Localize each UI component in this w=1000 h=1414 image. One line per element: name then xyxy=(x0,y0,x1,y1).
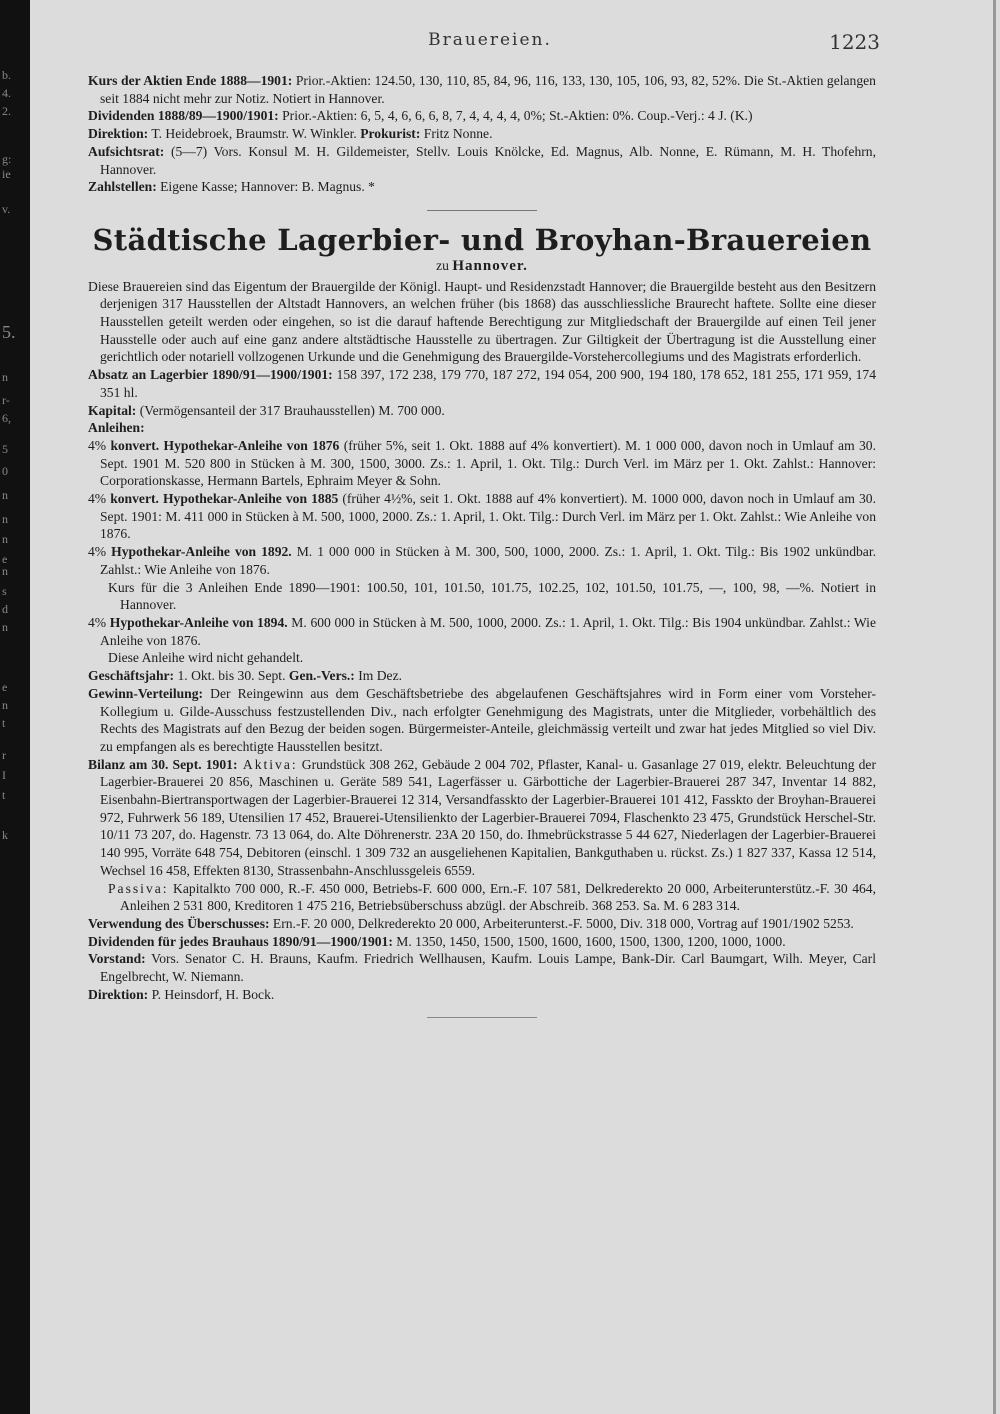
margin-fragment: v. xyxy=(2,202,11,216)
entry-geschaeftsjahr xyxy=(88,667,876,685)
margin-fragment: n xyxy=(2,532,8,546)
section-divider xyxy=(427,210,537,211)
margin-fragment: b. xyxy=(2,68,11,82)
loan-kurs-note: Kurs für die 3 Anleihen Ende 1890—1901: 100.50, 101, 101.50, 101.75, 102.25, 102, 101.50, 101.75, —, 100, 98, —%. Notiert in Hannover. xyxy=(108,579,876,613)
margin-fragment: 2. xyxy=(2,104,11,118)
entry-text: Im Dez. xyxy=(354,668,403,684)
entry-text: (5—7) Vors. Konsul M. H. Gildemeister, Stellv. Louis Knölcke, Ed. Magnus, Alb. Nonne, E. Rümann, M. H. Thofehrn, Hannover. xyxy=(100,143,876,177)
entry-aufsichtsrat xyxy=(88,143,876,178)
entry-kurs xyxy=(88,72,876,107)
company-intro: Diese Brauereien sind das Eigentum der Brauergilde der Königl. Haupt- und Residenzstadt Hannover; die Brauergilde besteht aus den Besitzern derjenigen 317 Hausstellen der Altstadt Hannovers, an welchen früher (bis 1868) das ausschliessliche Braurecht haftete. Sollte eine dieser Hausstellen geteilt werden oder eingehen, so ist die darauf haftende Berechtigung zur Mitgliedschaft der Brauergilde auf einen Teil jener Hausstelle oder auch auf eine ganz andere altstädtische Hausstelle zu übertragen. Zur Giltigkeit der Übertragung ist die Ausstellung einer gerichtlich oder notariell vollzogenen Urkunde und die Genehmigung des Brauergilde-Vorstehercollegiums und des Magistrats erforderlich. xyxy=(88,278,876,365)
loan-1885 xyxy=(88,490,876,543)
entry-passiva xyxy=(88,880,876,915)
page-edge xyxy=(993,0,996,1414)
entry-text: 1. Okt. bis 30. Sept. xyxy=(174,668,289,684)
entry-text: 158 397, 172 238, 179 770, 187 272, 194 054, 200 900, 194 180, 178 652, 181 255, 171 959, 174 351 hl. xyxy=(100,367,876,400)
margin-fragment: n xyxy=(2,620,8,634)
loan-label: Hypothekar-Anleihe von 1892. xyxy=(111,544,292,560)
entry-label: Prokurist: xyxy=(360,126,421,142)
company-subtitle xyxy=(88,257,876,276)
margin-fragment: I xyxy=(2,768,6,782)
entry-dividenden-brauhaus xyxy=(88,933,876,951)
entry-label: Dividenden 1888/89—1900/1901: xyxy=(88,108,279,124)
entry-vorstand xyxy=(88,950,876,985)
entry-label: Gen.-Vers.: xyxy=(288,668,355,684)
entry-label: Direktion: xyxy=(88,986,149,1002)
margin-fragment: n xyxy=(2,488,8,502)
entry-label: Direktion: xyxy=(88,126,149,142)
entry-dividenden xyxy=(88,107,876,125)
entry-label: Dividenden für jedes Brauhaus 1890/91—1900/1901: xyxy=(88,933,393,949)
margin-fragment: r xyxy=(2,748,6,762)
entry-text: M. 1350, 1450, 1500, 1500, 1600, 1600, 1500, 1300, 1200, 1000, 1000. xyxy=(392,933,786,949)
entry-text: T. Heidebroek, Braumstr. W. Winkler. xyxy=(148,126,357,142)
loan-rate: 4% xyxy=(88,614,110,630)
entry-text: Prior.-Aktien: 124.50, 130, 110, 85, 84, 96, 116, 133, 130, 105, 106, 93, 82, 52%. Die St.-Aktien gelangen seit 1884 nicht mehr zur Notiz. Notiert in Hannover. xyxy=(100,73,876,106)
page-content xyxy=(88,72,876,1018)
loan-label: konvert. Hypothekar-Anleihe von 1885 xyxy=(110,491,339,507)
aktiva-label: Aktiva: xyxy=(237,756,298,772)
margin-fragment: 5. xyxy=(2,322,16,342)
entry-label: Aufsichtsrat: xyxy=(88,143,165,159)
margin-fragment: n xyxy=(2,370,8,384)
margin-fragment: s xyxy=(2,584,7,598)
entry-bilanz xyxy=(88,756,876,880)
margin-fragment: n xyxy=(2,698,8,712)
loan-1876 xyxy=(88,437,876,490)
margin-fragment: r- xyxy=(2,393,10,407)
margin-fragment: n xyxy=(2,564,8,578)
entry-direktion-2 xyxy=(88,986,876,1004)
loan-text: M. 600 000 in Stücken à M. 500, 1000, 2000. Zs.: 1. April, 1. Okt. Tilg.: Bis 1904 unkündbar. Zahlst.: Wie Anleihe von 1876. xyxy=(100,614,876,648)
entry-label: Kurs der Aktien Ende 1888—1901: xyxy=(88,73,293,88)
loan-label: Hypothekar-Anleihe von 1894. xyxy=(109,614,288,630)
loan-rate: 4% xyxy=(88,437,111,453)
entry-text: Der Reingewinn aus dem Geschäftsbetriebe des abgelaufenen Geschäftsjahres wird in Form einer vom Vorsteher-Kollegium u. Gilde-Ausschuss festzustellenden Div., nach erfolgter Genehmigung des Magistrats, unter die Mitglieder, vorbehältlich des Rechts des Magistrats auf den Bezug der beiden sogen. Bürgermeister-Anteile, gleichmässig verteilt und zwar hat jedes Mitglied so viel Div. zu empfangen als es berechtigte Hausstellen besitzt. xyxy=(100,685,876,754)
entry-label: Anleihen: xyxy=(88,420,145,436)
margin-fragment: t xyxy=(2,788,6,802)
running-head: Brauereien. xyxy=(428,30,552,50)
entry-text: Grundstück 308 262, Gebäude 2 004 702, Pflaster, Kanal- u. Gasanlage 27 019, elektr. Beleuchtung der Lagerbier-Brauerei 20 856, Maschinen u. Geräte 589 541, Lagerfässer u. Gärbottiche der Lagerbier-Brauerei 287 347, Inventar 14 882, Eisenbahn-Biertransportwagen der Lagerbier-Brauerei 12 314, Versandfasskto der Lagerbier-Brauerei 101 412, Fasskto der Broyhan-Brauerei 972, Fuhrwerk 56 189, Utensilien 17 452, Brauerei-Utensilienkto der Lagerbier-Brauerei 7094, Flaschenkto 23 475, Grundstück Herschel-Str. 10/11 73 207, do. Hagenstr. 73 13 064, do. Alte Döhrenerstr. 23A 20 150, do. Ihmebrückstrasse 5 44 627, Niederlagen der Lagerbier-Brauerei 140 995, Vorräte 648 754, Debitoren (einschl. 1 309 732 an ausgeliehenen Kapitalien, Bankguthaben u. rückst. Zs.) 1 827 337, Kassa 12 514, Wechsel 16 458, Effekten 8130, Strassenbahn-Anschlussgeleis 6559. xyxy=(100,756,876,878)
entry-label: Bilanz am 30. Sept. 1901: xyxy=(88,756,238,772)
margin-fragment: 6, xyxy=(2,411,11,425)
margin-fragment: n xyxy=(2,512,8,526)
company-title: Städtische Lagerbier- und Broyhan-Brauereien xyxy=(92,222,872,257)
margin-fragment: t xyxy=(2,716,6,730)
entry-label: Verwendung des Überschusses: xyxy=(88,915,270,931)
entry-label: Absatz an Lagerbier 1890/91—1900/1901: xyxy=(88,367,333,383)
entry-absatz xyxy=(88,366,876,401)
entry-anleihen xyxy=(88,419,876,437)
loan-label: konvert. Hypothekar-Anleihe von 1876 xyxy=(110,437,340,453)
loan-rate: 4% xyxy=(88,544,112,560)
loan-text: M. 1 000 000 in Stücken à M. 300, 500, 1000, 2000. Zs.: 1. April, 1. Okt. Tilg.: Bis 1902 unkündbar. Zahlst.: Wie Anleihe von 1876. xyxy=(100,544,876,577)
entry-text: (Vermögensanteil der 317 Brauhausstellen) M. 700 000. xyxy=(136,402,445,418)
passiva-label: Passiva: xyxy=(108,880,169,896)
margin-fragment: e xyxy=(2,680,8,694)
margin-fragment: 0 xyxy=(2,464,8,478)
loan-rate: 4% xyxy=(88,491,111,507)
margin-fragment: 5 xyxy=(2,442,8,456)
entry-direktion xyxy=(88,125,876,143)
entry-text: Prior.-Aktien: 6, 5, 4, 6, 6, 6, 8, 7, 4, 4, 4, 4, 0%; St.-Aktien: 0%. Coup.-Verj.: 4 J. (K.) xyxy=(278,108,753,124)
loan-text: (früher 4½%, seit 1. Okt. 1888 auf 4% konvertiert). M. 1000 000, davon noch in Umlauf am 30. Sept. 1901: M. 411 000 in Stücken à M. 500, 1000, 2000. Zs.: 1. April, 1. Okt. Tilg.: Durch Verl. im März per 1. Okt. Zahlst.: Wie Anleihe von 1876. xyxy=(100,491,876,542)
page-header xyxy=(100,30,880,54)
entry-label: Gewinn-Verteilung: xyxy=(88,685,204,701)
loan-1894 xyxy=(88,614,876,649)
page-number: 1223 xyxy=(829,30,880,54)
subtitle-prefix: zu xyxy=(436,257,453,273)
entry-text: Ern.-F. 20 000, Delkrederekto 20 000, Arbeiterunterst.-F. 5000, Div. 318 000, Vortrag auf 1901/1902 5253. xyxy=(269,915,854,931)
entry-label: Vorstand: xyxy=(88,951,146,967)
entry-text: Fritz Nonne. xyxy=(420,126,493,142)
entry-text: Eigene Kasse; Hannover: B. Magnus. * xyxy=(156,179,375,195)
margin-fragment: k xyxy=(2,828,8,842)
previous-page-fragments xyxy=(0,0,30,1414)
entry-text: P. Heinsdorf, H. Bock. xyxy=(148,986,275,1002)
loan-text: (früher 5%, seit 1. Okt. 1888 auf 4% konvertiert). M. 1 000 000, davon noch in Umlauf am 30. Sept. 1901 M. 520 800 in Stücken à M. 300, 1500, 3000. Zs.: 1. April, 1. Okt. Tilg.: Durch Verl. im März per 1. Okt. Zahlst.: Hannover: Corporationskasse, Hermann Bartels, Ephraim Meyer & Sohn. xyxy=(100,437,876,489)
entry-label: Geschäftsjahr: xyxy=(88,668,175,684)
entry-verwendung xyxy=(88,915,876,933)
entry-text: Vors. Senator C. H. Brauns, Kaufm. Friedrich Wellhausen, Kaufm. Louis Lampe, Bank-Dir. Carl Baumgart, Wilh. Meyer, Carl Engelbrecht, W. Niemann. xyxy=(100,951,876,985)
entry-kapital xyxy=(88,402,876,420)
loan-1892 xyxy=(88,543,876,578)
margin-fragment: ie xyxy=(2,167,11,181)
margin-fragment: e xyxy=(2,552,8,566)
entry-label: Zahlstellen: xyxy=(88,179,157,195)
entry-text: Kapitalkto 700 000, R.-F. 450 000, Betriebs-F. 600 000, Ern.-F. 107 581, Delkrederekto 20 000, Arbeiterunterstütz.-F. 30 464, Anleihen 2 531 800, Kreditoren 1 475 216, Betriebsüberschuss abzügl. der Abschreib. 368 253. Sa. M. 6 283 314. xyxy=(120,880,876,914)
loan-1894-note: Diese Anleihe wird nicht gehandelt. xyxy=(108,650,304,666)
entry-zahlstellen xyxy=(88,178,876,196)
margin-fragment: g: xyxy=(2,152,12,166)
entry-label: Kapital: xyxy=(88,402,137,418)
margin-fragment: d xyxy=(2,602,8,616)
subtitle-city: Hannover. xyxy=(452,257,528,274)
margin-fragment: 4. xyxy=(2,86,11,100)
entry-gewinn-verteilung xyxy=(88,685,876,756)
section-divider xyxy=(427,1017,537,1018)
